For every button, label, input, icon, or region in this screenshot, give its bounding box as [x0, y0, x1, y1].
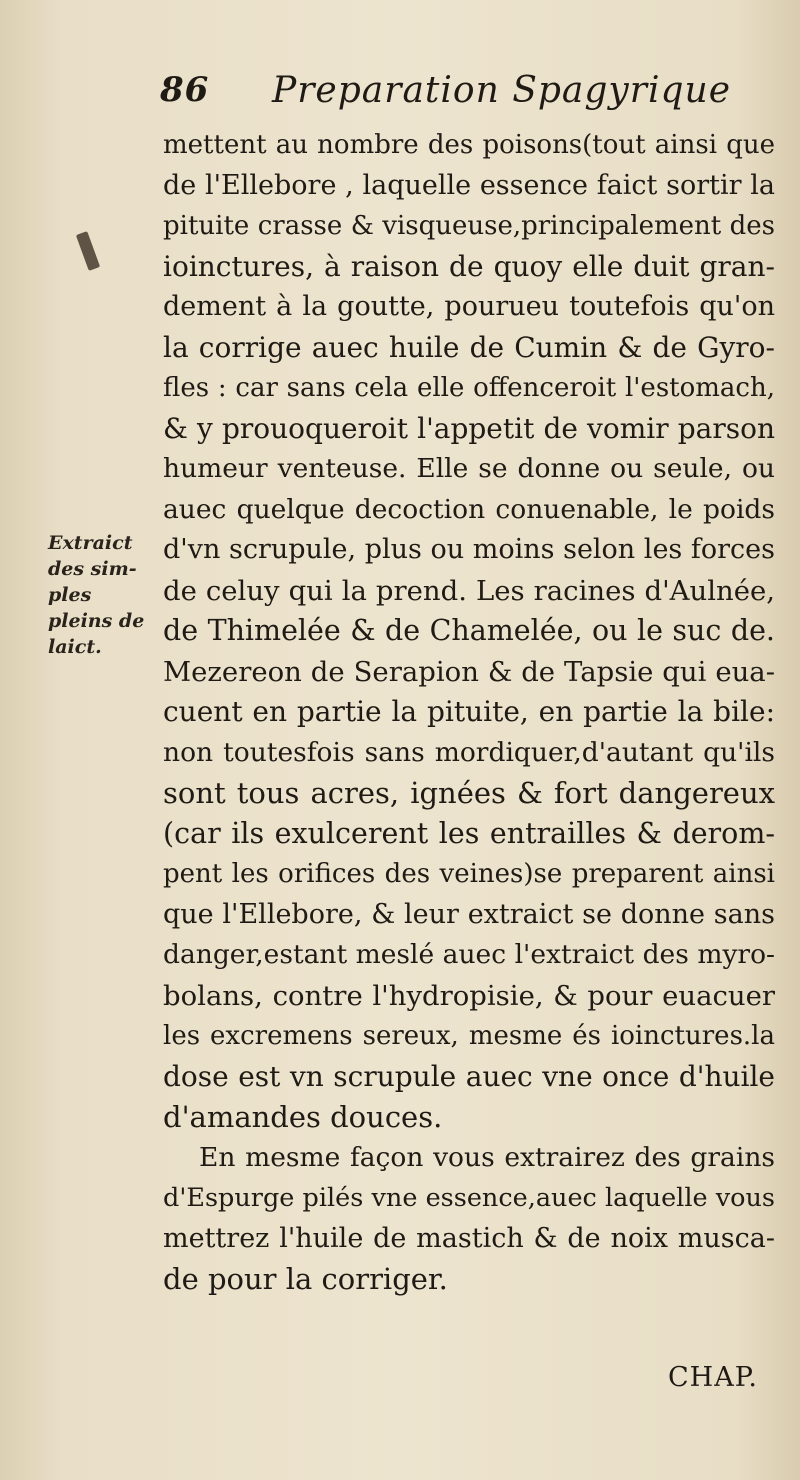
text-line: Mezereon de Serapion & de Tapsie qui eua- — [163, 655, 775, 688]
ink-smudge — [76, 231, 100, 271]
text-line: de l'Ellebore , laquelle essence faict sortir la — [163, 169, 775, 201]
page-number: 86 — [160, 70, 210, 110]
text-line: ioinctures, à raison de quoy elle duit gran- — [163, 249, 775, 283]
text-line: humeur venteuse. Elle se donne ou seule, ou — [163, 453, 775, 484]
text-line: d'vn scrupule, plus ou moins selon les forces — [163, 534, 775, 565]
text-line: dose est vn scrupule auec vne once d'huile — [163, 1059, 775, 1093]
margin-note-line: ples — [48, 584, 92, 606]
text-line: En mesme façon vous extrairez des grains — [199, 1141, 775, 1173]
margin-note-line: laict. — [48, 636, 102, 658]
text-line: les excremens sereux, mesme és ioinctures.la — [163, 1021, 775, 1051]
margin-note-line: pleins de — [48, 610, 145, 632]
text-line: de Thimelée & de Chamelée, ou le suc de. — [163, 614, 775, 647]
text-line: d'Espurge pilés vne essence,auec laquelle vous — [163, 1183, 775, 1213]
text-line: dement à la goutte, pourueu toutefois qu'on — [163, 291, 775, 322]
text-line: non toutesfois sans mordiquer,d'autant qu'ils — [163, 736, 775, 768]
text-line: & y prouoqueroit l'appetit de vomir parson — [163, 411, 775, 445]
text-line: mettrez l'huile de mastich & de noix musca- — [163, 1222, 775, 1254]
text-line: cuent en partie la pituite, en partie la bile: — [163, 695, 775, 728]
text-line: de celuy qui la prend. Les racines d'Aulnée, — [163, 574, 775, 607]
text-line: que l'Ellebore, & leur extraict se donne sans — [163, 898, 775, 930]
body-text — [163, 125, 775, 1300]
text-line: pituite crasse & visqueuse,principalement des — [163, 211, 775, 241]
text-line: mettent au nombre des poisons(tout ainsi que — [163, 130, 775, 160]
text-line: d'amandes douces. — [163, 1100, 443, 1134]
running-head: Preparation Spagyrique — [272, 70, 732, 111]
margin-note-line: Extraict — [48, 532, 133, 554]
text-line: auec quelque decoction conuenable, le poids — [163, 493, 775, 525]
text-line: danger,estant meslé auec l'extraict des myro- — [163, 939, 775, 970]
page-header — [160, 70, 760, 120]
text-line: (car ils exulcerent les entrailles & derom- — [163, 816, 775, 850]
margin-note-line: des sim- — [48, 558, 137, 580]
text-line: pent les orifices des veines)se preparent ainsi — [163, 859, 775, 889]
margin-note — [48, 530, 158, 660]
text-line: bolans, contre l'hydropisie, & pour euacuer — [163, 979, 775, 1012]
text-line: fles : car sans cela elle offenceroit l'estomach, — [163, 373, 775, 403]
text-line: la corrige auec huile de Cumin & de Gyro- — [163, 330, 775, 364]
text-line: sont tous acres, ignées & fort dangereux — [163, 776, 775, 810]
text-line: de pour la corriger. — [163, 1262, 448, 1296]
catchword: CHAP. — [668, 1362, 758, 1393]
